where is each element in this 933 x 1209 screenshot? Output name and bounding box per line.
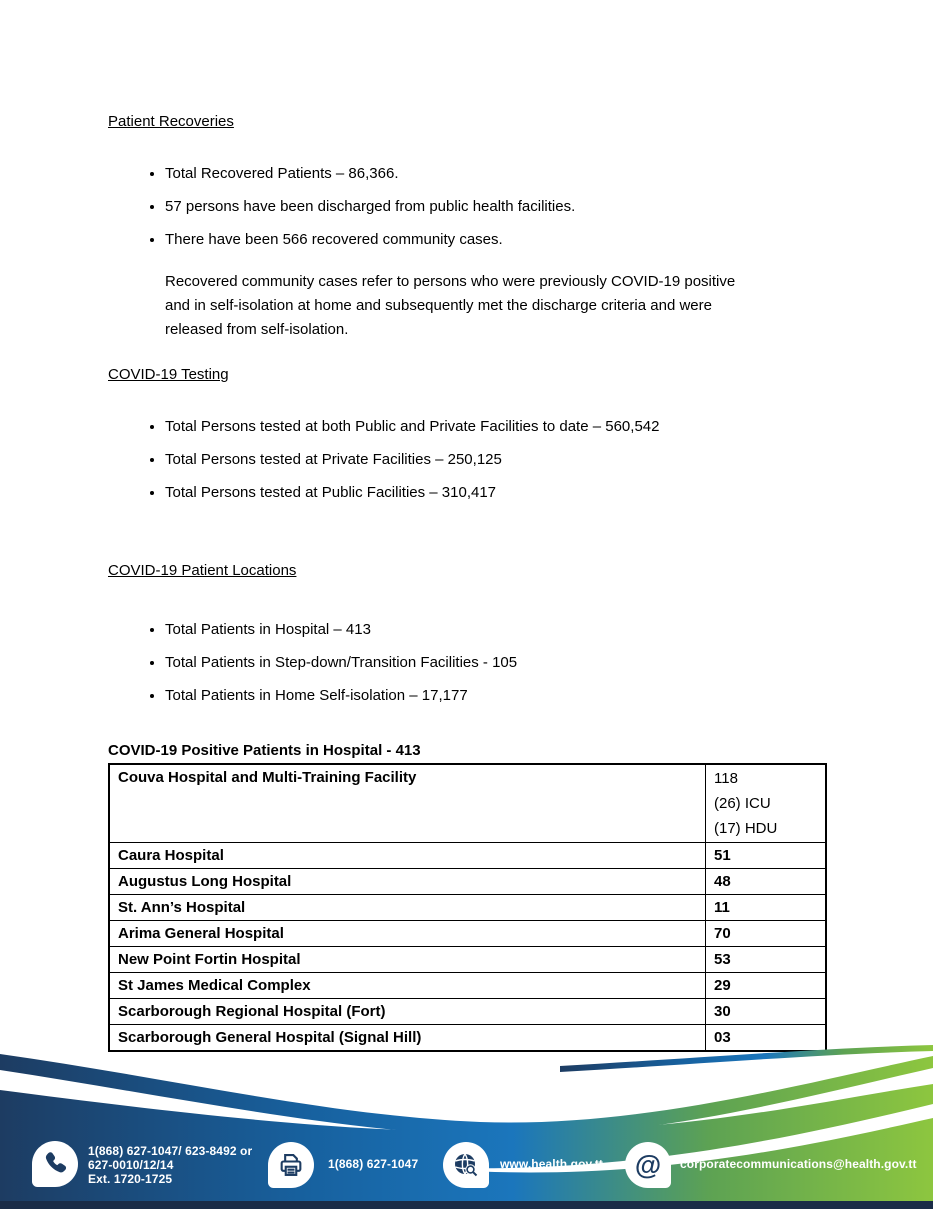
facility-cell: Scarborough General Hospital (Signal Hill) xyxy=(109,1025,706,1052)
count-cell: 11 xyxy=(706,895,827,921)
note-line: released from self-isolation. xyxy=(165,321,349,338)
list-item: • Total Recovered Patients – 86,366. xyxy=(165,162,864,185)
count-cell: 53 xyxy=(706,947,827,973)
contact-line: Ext. 1720-1725 xyxy=(88,1172,173,1186)
at-symbol: @ xyxy=(634,1149,662,1180)
list-item: • 57 persons have been discharged from public health facilities. xyxy=(165,195,864,218)
table-row xyxy=(109,895,826,921)
list-item: • Total Patients in Step-down/Transition Facilities - 105 xyxy=(165,651,864,674)
email-contact-text: corporatecommunications@health.gov.tt xyxy=(680,1157,917,1171)
count-cell: 03 xyxy=(706,1025,827,1052)
count-line: 118 xyxy=(714,770,738,787)
phone-icon xyxy=(32,1141,78,1187)
count-line: (17) HDU xyxy=(714,820,778,837)
facility-cell: Couva Hospital and Multi-Training Facility xyxy=(109,764,706,843)
list-item: • There have been 566 recovered community cases. xyxy=(165,228,864,251)
document-body xyxy=(108,113,864,1052)
recoveries-list xyxy=(108,162,864,251)
phone-contact-text xyxy=(88,1144,252,1186)
note-line: and in self-isolation at home and subsequently met the discharge criteria and were xyxy=(165,297,712,314)
count-cell: 29 xyxy=(706,973,827,999)
count-cell xyxy=(706,764,827,843)
count-cell: 48 xyxy=(706,869,827,895)
facility-cell: St James Medical Complex xyxy=(109,973,706,999)
table-row xyxy=(109,921,826,947)
website-contact-text: www.health.gov.tt xyxy=(500,1157,604,1171)
contact-line: 627-0010/12/14 xyxy=(88,1158,174,1172)
list-item: • Total Patients in Home Self-isolation – 17,177 xyxy=(165,684,864,707)
table-row xyxy=(109,843,826,869)
count-cell: 51 xyxy=(706,843,827,869)
testing-list xyxy=(108,415,864,504)
facility-cell: Caura Hospital xyxy=(109,843,706,869)
facility-cell: Arima General Hospital xyxy=(109,921,706,947)
count-cell: 30 xyxy=(706,999,827,1025)
note-line: Recovered community cases refer to persons who were previously COVID-19 positive xyxy=(165,273,736,290)
facility-cell: St. Ann’s Hospital xyxy=(109,895,706,921)
list-item: • Total Persons tested at Public Facilities – 310,417 xyxy=(165,481,864,504)
count-cell: 70 xyxy=(706,921,827,947)
section-heading-patient-recoveries: Patient Recoveries xyxy=(108,113,234,130)
list-item: • Total Patients in Hospital – 413 xyxy=(165,618,864,641)
locations-list xyxy=(108,618,864,707)
table-row xyxy=(109,947,826,973)
table-row xyxy=(109,764,826,843)
table-row xyxy=(109,973,826,999)
section-heading-covid-testing: COVID-19 Testing xyxy=(108,366,229,383)
section-heading-patient-locations: COVID-19 Patient Locations xyxy=(108,562,297,579)
facility-cell: New Point Fortin Hospital xyxy=(109,947,706,973)
globe-icon xyxy=(443,1142,489,1188)
email-icon xyxy=(625,1142,671,1188)
count-line: (26) ICU xyxy=(714,795,771,812)
hospital-table xyxy=(108,763,827,1052)
table-row xyxy=(109,999,826,1025)
facility-cell: Scarborough Regional Hospital (Fort) xyxy=(109,999,706,1025)
list-item: • Total Persons tested at Private Facilities – 250,125 xyxy=(165,448,864,471)
list-item: • Total Persons tested at both Public and Private Facilities to date – 560,542 xyxy=(165,415,864,438)
fax-icon xyxy=(268,1142,314,1188)
hospital-table-title: COVID-19 Positive Patients in Hospital - 413 xyxy=(108,742,421,759)
facility-cell: Augustus Long Hospital xyxy=(109,869,706,895)
contact-line: 1(868) 627-1047/ 623-8492 or xyxy=(88,1144,253,1158)
fax-contact-text: 1(868) 627-1047 xyxy=(328,1157,419,1171)
recovered-cases-note xyxy=(165,270,864,342)
table-row xyxy=(109,869,826,895)
